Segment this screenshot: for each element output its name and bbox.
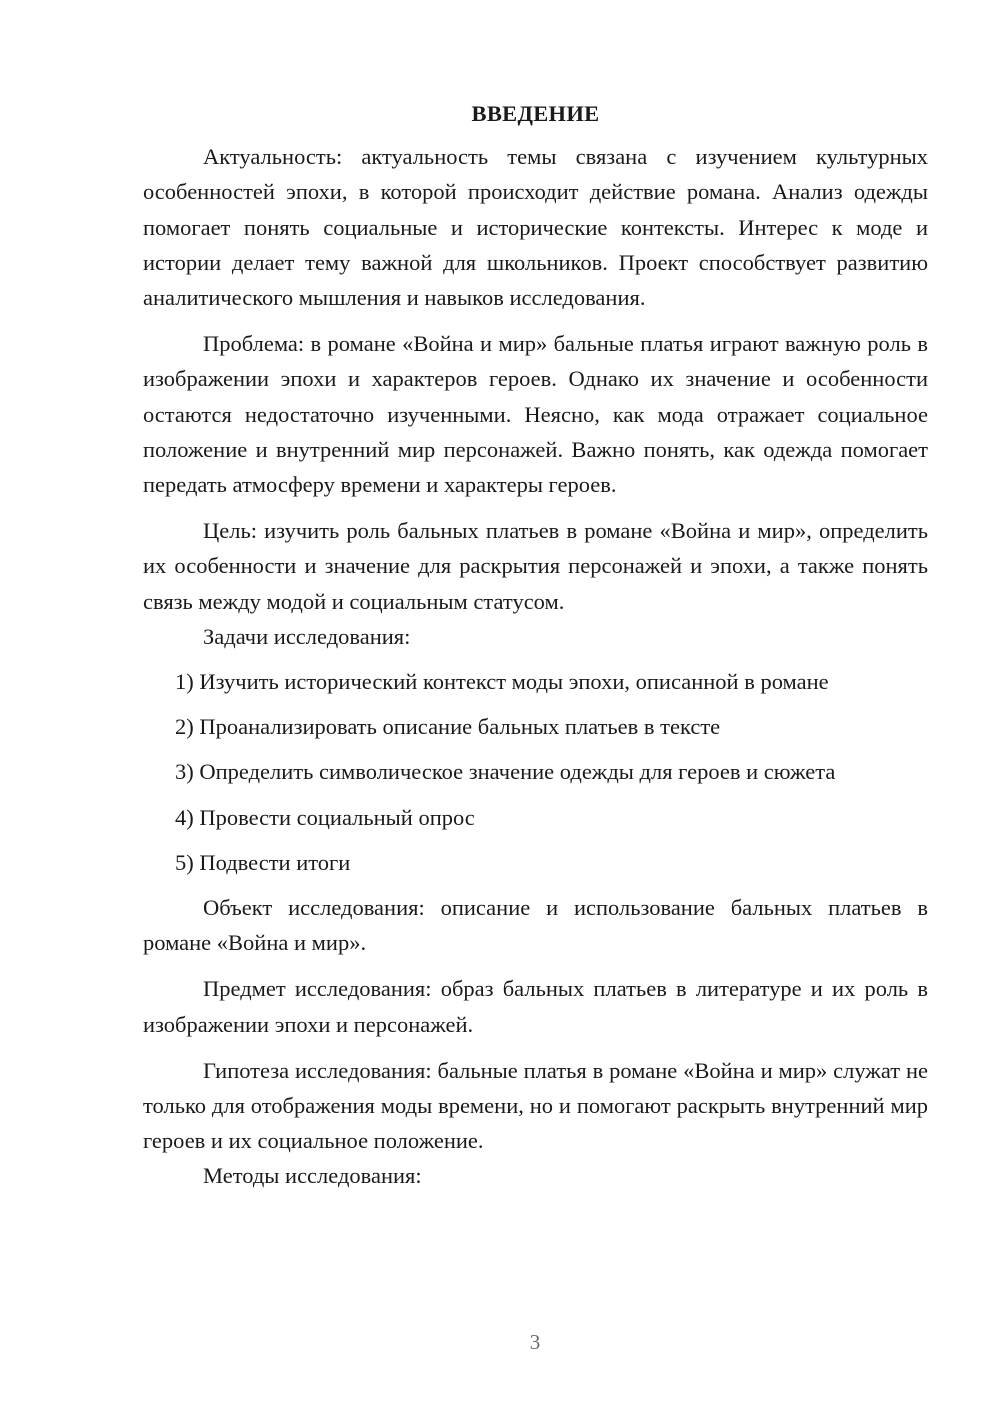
paragraph-goal: Цель: изучить роль бальных платьев в романе «Война и мир», определить их особенности и значение для раскрытия персонажей и эпохи, а также понять связь между модой и социальным статусом. — [143, 518, 928, 614]
paragraph-subject: Предмет исследования: образ бальных платьев в литературе и их роль в изображении эпохи и персонажей. — [143, 976, 928, 1037]
list-item: 4) Провести социальный опрос — [175, 804, 475, 830]
paragraph-relevance: Актуальность: актуальность темы связана с изучением культурных особенностей эпохи, в которой происходит действие романа. Анализ одежды помогает понять социальные и исторические контексты. Интерес к моде и истории делает тему важной для школьников. Проект способствует развитию аналитического мышления и навыков исследования. — [143, 144, 928, 311]
document-page — [143, 96, 928, 1194]
paragraph-problem: Проблема: в романе «Война и мир» бальные платья играют важную роль в изображении эпохи и характеров героев. Однако их значение и особенности остаются недостаточно изученными. Неясно, как мода отражает социальное положение и внутренний мир персонажей. Важно понять, как одежда помогает передать атмосферу времени и характеры героев. — [143, 331, 928, 498]
paragraph-object: Объект исследования: описание и использование бальных платьев в романе «Война и мир». — [143, 895, 928, 956]
list-item: 2) Проанализировать описание бальных платьев в тексте — [175, 714, 721, 740]
paragraph-hypothesis: Гипотеза исследования: бальные платья в романе «Война и мир» служат не только для отображения моды времени, но и помогают раскрыть внутренний мир героев и их социальное положение. — [143, 1057, 928, 1154]
page-number: 3 — [529, 1330, 541, 1354]
page-title: ВВЕДЕНИЕ — [471, 101, 600, 126]
list-item: 5) Подвести итоги — [175, 849, 351, 875]
list-item: 3) Определить символическое значение одежды для героев и сюжета — [175, 759, 836, 785]
tasks-list — [143, 664, 928, 880]
list-item: 1) Изучить исторический контекст моды эпохи, описанной в романе — [175, 669, 829, 695]
tasks-heading: Задачи исследования: — [203, 623, 411, 649]
methods-heading: Методы исследования: — [203, 1163, 422, 1189]
